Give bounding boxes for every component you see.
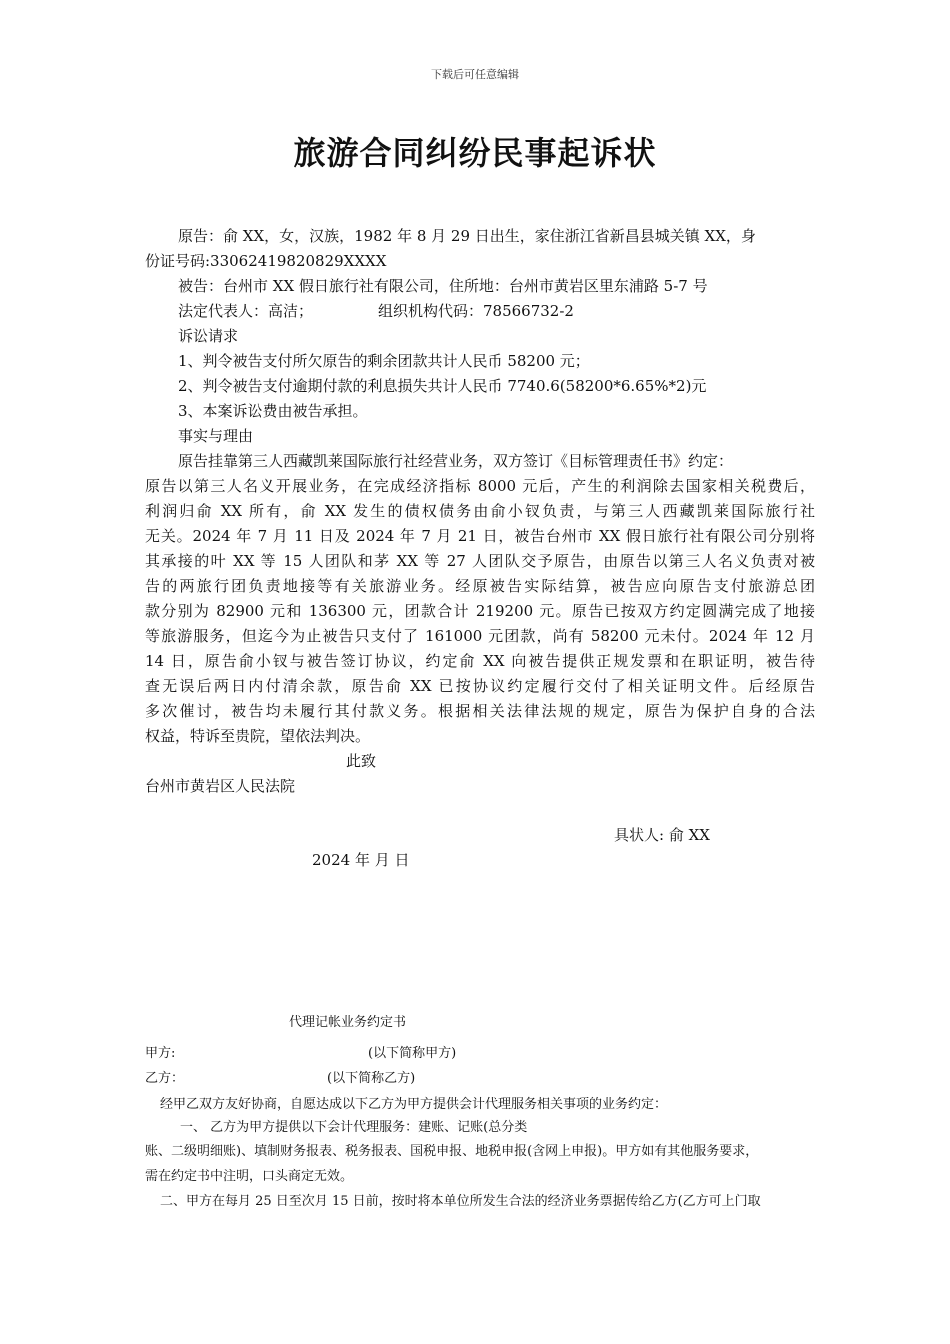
- defendant-line: 被告：台州市 XX 假日旅行社有限公司，住所地：台州市黄岩区里东浦路 5-7 号: [178, 277, 708, 295]
- facts-line: 其承接的叶 XX 等 15 人团队和茅 XX 等 27 人团队交予原告，由原告以第三人名义负责对被: [145, 552, 815, 570]
- facts-line: 查无误后两日内付清余款，原告俞 XX 已按协议约定履行交付了相关证明文件。后经原告: [145, 677, 815, 695]
- party-b-label: 乙方：: [145, 1071, 185, 1086]
- clause-2-line: 二、甲方在每月 25 日至次月 15 日前，按时将本单位所发生合法的经济业务票据传给乙方(乙方可上门取: [160, 1194, 761, 1209]
- agreement-intro: 经甲乙双方友好协商，自愿达成以下乙方为甲方提供会计代理服务相关事项的业务约定：: [160, 1097, 668, 1112]
- page-title: 旅游合同纠纷民事起诉状: [293, 134, 657, 172]
- claim-item: 1、判令被告支付所欠原告的剩余团款共计人民币 58200 元；: [178, 352, 590, 370]
- legal-representative: 法定代表人：高洁；: [178, 302, 314, 320]
- plaintiff-line-1: 原告：俞 XX，女，汉族，1982 年 8 月 29 日出生，家住浙江省新昌县城关镇 XX，身: [178, 227, 756, 245]
- facts-heading: 事实与理由: [178, 427, 254, 445]
- party-a-label: 甲方:: [145, 1046, 176, 1061]
- signer: 具状人: 俞 XX: [614, 826, 710, 844]
- facts-line: 等旅游服务，但迄今为止被告只支付了 161000 元团款，尚有 58200 元未付。2024 年 12 月: [145, 627, 815, 645]
- claims-heading: 诉讼请求: [178, 327, 239, 345]
- facts-line: 无关。2024 年 7 月 11 日及 2024 年 7 月 21 日，被告台州市 XX 假日旅行社有限公司分别将: [145, 527, 815, 545]
- facts-line: 原告挂靠第三人西藏凯莱国际旅行社经营业务，双方签订《目标管理责任书》约定：: [178, 452, 734, 470]
- facts-line: 原告以第三人名义开展业务，在完成经济指标 8000 元后，产生的利润除去国家相关税费后，: [145, 477, 815, 495]
- agreement-title: 代理记帐业务约定书: [289, 1015, 407, 1030]
- signature-date: 2024 年 月 日: [312, 851, 410, 869]
- claim-item: 3、本案诉讼费由被告承担。: [178, 402, 368, 420]
- facts-line: 利润归俞 XX 所有，俞 XX 发生的债权债务由俞小钗负责，与第三人西藏凯莱国际旅行社: [145, 502, 815, 520]
- clause-1-line: 账、二级明细账)、填制财务报表、税务报表、国税申报、地税申报(含网上申报)。甲方如有其他服务要求，: [145, 1144, 759, 1159]
- facts-line: 多次催讨，被告均未履行其付款义务。根据相关法律法规的规定，原告为保护自身的合法: [145, 702, 815, 720]
- facts-line: 款分别为 82900 元和 136300 元，团款合计 219200 元。原告已按双方约定圆满完成了地接: [145, 602, 815, 620]
- plaintiff-line-2: 份证号码:33062419820829XXXX: [145, 252, 387, 270]
- party-b-note: (以下简称乙方): [327, 1071, 416, 1086]
- clause-1-line: 需在约定书中注明，口头商定无效。: [145, 1169, 354, 1184]
- facts-line: 权益，特诉至贵院，望依法判决。: [145, 727, 371, 745]
- salutation: 此致: [346, 752, 377, 770]
- court-name: 台州市黄岩区人民法院: [145, 777, 296, 795]
- party-a-note: (以下简称甲方): [368, 1046, 457, 1061]
- facts-line: 14 日，原告俞小钗与被告签订协议，约定俞 XX 向被告提供正规发票和在职证明，被告待: [145, 652, 815, 670]
- header-note: 下载后可任意编辑: [431, 68, 519, 81]
- organization-code: 组织机构代码：78566732-2: [378, 302, 574, 320]
- claim-item: 2、判令被告支付逾期付款的利息损失共计人民币 7740.6(58200*6.65%*2)元: [178, 377, 707, 395]
- facts-line: 告的两旅行团负责地接等有关旅游业务。经原被告实际结算，被告应向原告支付旅游总团: [145, 577, 815, 595]
- clause-1-line: 一、 乙方为甲方提供以下会计代理服务：建账、记账(总分类: [180, 1120, 528, 1135]
